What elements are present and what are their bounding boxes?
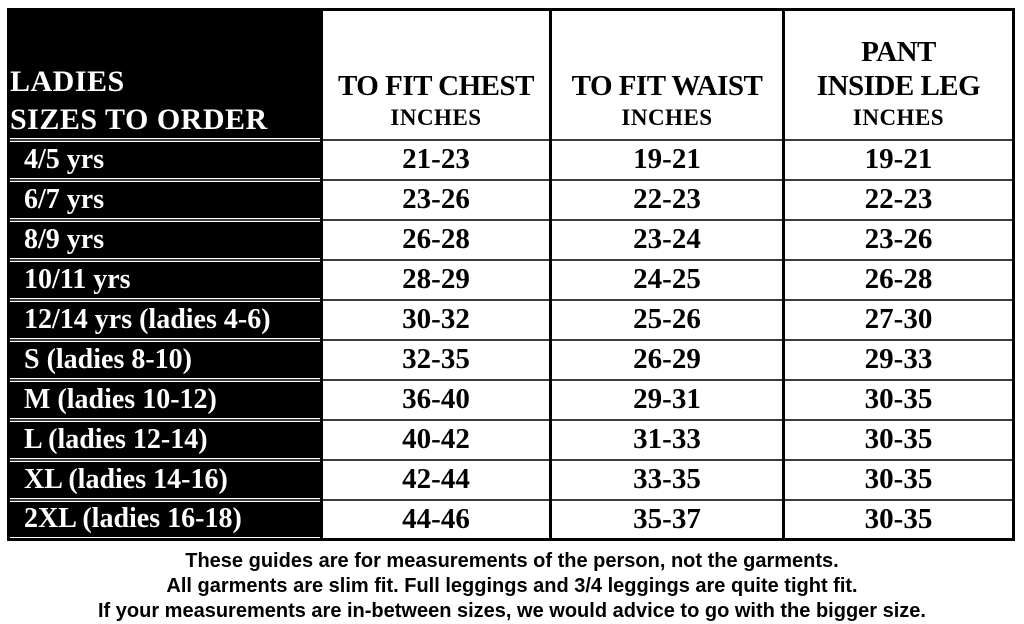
waist-value: 22-23 — [551, 180, 784, 220]
waist-value: 25-26 — [551, 300, 784, 340]
row-label: 2XL (ladies 16-18) — [9, 500, 322, 540]
table-row — [9, 140, 1014, 180]
chest-value: 44-46 — [322, 500, 551, 540]
row-label: S (ladies 8-10) — [9, 340, 322, 380]
pant-value: 23-26 — [784, 220, 1014, 260]
header-row — [9, 10, 1014, 140]
corner-header — [9, 10, 322, 140]
pant-value: 22-23 — [784, 180, 1014, 220]
waist-value: 24-25 — [551, 260, 784, 300]
row-label: L (ladies 12-14) — [9, 420, 322, 460]
row-label: M (ladies 10-12) — [9, 380, 322, 420]
row-label: 10/11 yrs — [9, 260, 322, 300]
waist-value: 26-29 — [551, 340, 784, 380]
table-row — [9, 340, 1014, 380]
table-row — [9, 380, 1014, 420]
table-row — [9, 260, 1014, 300]
column-subtitle-pant: INCHES — [852, 104, 945, 130]
row-label: 6/7 yrs — [9, 180, 322, 220]
table-row — [9, 300, 1014, 340]
column-subtitle-waist: INCHES — [621, 104, 713, 130]
row-label: 4/5 yrs — [9, 140, 322, 180]
pant-value: 26-28 — [784, 260, 1014, 300]
pant-value: 30-35 — [784, 420, 1014, 460]
footer-note-2: All garments are slim fit. Full leggings and 3/4 leggings are quite tight fit. — [166, 575, 858, 597]
chest-value: 26-28 — [322, 220, 551, 260]
pant-value: 30-35 — [784, 460, 1014, 500]
chest-value: 42-44 — [322, 460, 551, 500]
table-row — [9, 420, 1014, 460]
row-label: XL (ladies 14-16) — [9, 460, 322, 500]
row-label: 12/14 yrs (ladies 4-6) — [9, 300, 322, 340]
waist-value: 19-21 — [551, 140, 784, 180]
pant-value: 19-21 — [784, 140, 1014, 180]
column-header-chest — [322, 10, 551, 140]
column-title-pant-line2: INSIDE LEG — [816, 69, 981, 102]
corner-header-line1: LADIES — [10, 64, 125, 98]
table-row — [9, 180, 1014, 220]
chest-value: 36-40 — [322, 380, 551, 420]
chest-value: 32-35 — [322, 340, 551, 380]
chest-value: 28-29 — [322, 260, 551, 300]
waist-value: 35-37 — [551, 500, 784, 540]
corner-header-line2: SIZES TO ORDER — [10, 102, 268, 136]
column-header-pant — [784, 10, 1014, 140]
column-subtitle-chest: INCHES — [390, 104, 482, 130]
row-label: 8/9 yrs — [9, 220, 322, 260]
table-row — [9, 500, 1014, 540]
footer-note-1: These guides are for measurements of the person, not the garments. — [185, 550, 839, 572]
table-row — [9, 220, 1014, 260]
pant-value: 27-30 — [784, 300, 1014, 340]
footer-notes — [0, 549, 1024, 624]
pant-value: 29-33 — [784, 340, 1014, 380]
waist-value: 31-33 — [551, 420, 784, 460]
chest-value: 21-23 — [322, 140, 551, 180]
column-title-chest: TO FIT CHEST — [337, 69, 534, 102]
table-row — [9, 460, 1014, 500]
waist-value: 33-35 — [551, 460, 784, 500]
ladies-size-chart — [7, 8, 1015, 541]
waist-value: 29-31 — [551, 380, 784, 420]
chest-value: 30-32 — [322, 300, 551, 340]
waist-value: 23-24 — [551, 220, 784, 260]
footer-note-3: If your measurements are in-between sizes, we would advice to go with the bigger size. — [98, 600, 926, 622]
column-header-waist — [551, 10, 784, 140]
pant-value: 30-35 — [784, 380, 1014, 420]
column-title-pant-line1: PANT — [861, 35, 936, 68]
chest-value: 23-26 — [322, 180, 551, 220]
chest-value: 40-42 — [322, 420, 551, 460]
column-title-waist: TO FIT WAIST — [571, 69, 763, 102]
pant-value: 30-35 — [784, 500, 1014, 540]
